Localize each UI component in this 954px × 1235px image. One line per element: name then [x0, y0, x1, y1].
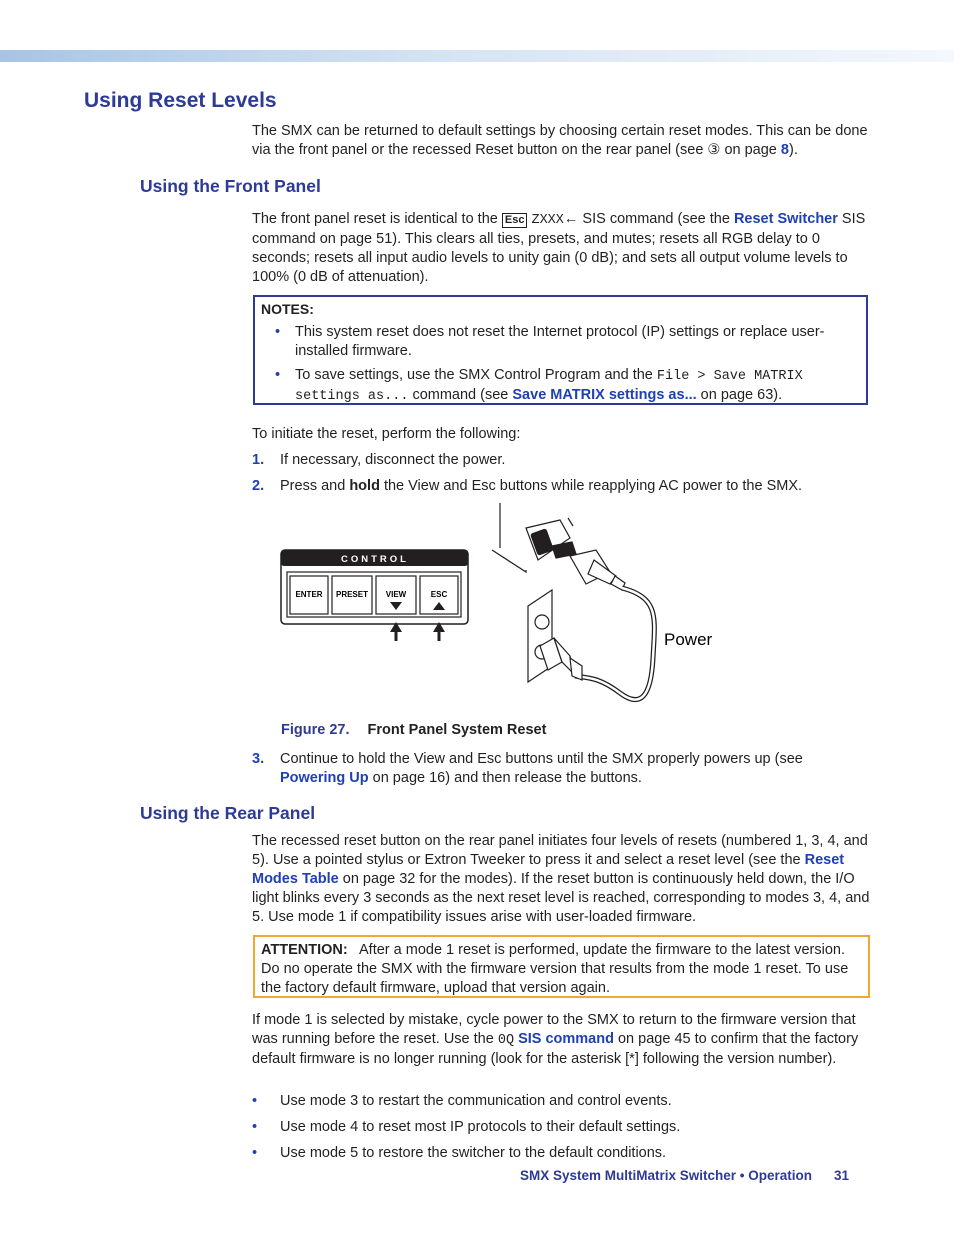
front-text-a: The front panel reset is identical to the: [252, 211, 502, 227]
step-text-a: Press and: [280, 478, 350, 494]
page-footer: [520, 1168, 849, 1183]
attention-box: [253, 935, 870, 998]
mode1-paragraph: [252, 1011, 872, 1069]
step-text: If necessary, disconnect the power.: [280, 452, 506, 468]
save-matrix-link[interactable]: Save MATRIX settings as...: [512, 387, 697, 403]
note-item: [255, 366, 855, 406]
menu-command: File > Save MATRIX settings as...: [295, 369, 803, 404]
rear-panel-heading: Using the Rear Panel: [140, 803, 316, 823]
page-link[interactable]: 8: [780, 142, 789, 158]
power-label: Power: [664, 630, 713, 649]
step-text: [280, 477, 872, 496]
mode1-text-a: If mode 1 is selected by mistake, cycle power to the SMX to return to the firmware version that was running before the reset. Use the: [252, 1012, 856, 1047]
notes-list: [255, 323, 855, 411]
press-arrow-icon: [390, 622, 402, 641]
plug-icon: [552, 542, 625, 590]
sis-command-link[interactable]: SIS command: [518, 1031, 614, 1047]
reset-modes-link[interactable]: Reset Modes Table: [252, 852, 845, 887]
bullet-icon: •: [252, 1093, 258, 1109]
list-item-text: Use mode 3 to restart the communication and control events.: [280, 1093, 672, 1109]
wall-plug-icon: [540, 638, 582, 680]
list-item: [252, 1144, 666, 1163]
step-number: 2.: [252, 478, 265, 494]
header-bar: [0, 50, 954, 62]
front-panel-paragraph: [252, 210, 872, 287]
bullet-icon: •: [252, 1145, 258, 1161]
list-item: [252, 1092, 672, 1111]
step-text-b: on page 16) and then release the buttons.: [368, 770, 642, 786]
press-arrow-icon: [433, 622, 445, 641]
powering-up-link[interactable]: Powering Up: [280, 770, 369, 786]
esc-key-icon: Esc: [502, 213, 528, 228]
list-item: [252, 1118, 680, 1137]
figure-title: Front Panel System Reset: [367, 722, 547, 738]
attention-body: After a mode 1 reset is performed, update the firmware to the latest version. Do no operate the SMX with the firmware version that results from the mode 1 reset. To use the factory default firmware, upload that version again.: [261, 942, 849, 996]
return-arrow-icon: ←: [563, 211, 579, 227]
notes-title: NOTES:: [261, 301, 314, 317]
intro-text-b: on page: [720, 142, 781, 158]
step-text-b: the View and Esc buttons while reapplying AC power to the SMX.: [379, 478, 803, 494]
figure-number: Figure 27.: [281, 722, 350, 738]
front-panel-reset-figure: [270, 498, 730, 713]
front-text-c: SIS command on page 51). This clears all ties, presets, and mutes; resets all RGB delay to 0 seconds; resets all input audio levels to unity gain (0 dB); and sets all output volume levels to 100% (0 dB of attenuation).: [252, 211, 866, 285]
attention-label: ATTENTION:: [261, 942, 348, 958]
step-item: [252, 451, 872, 470]
esc-label: ESC: [430, 590, 448, 599]
bullet-icon: •: [252, 1119, 258, 1135]
bullet-icon: •: [275, 324, 281, 340]
intro-text-a: The SMX can be returned to default settings by choosing certain reset modes. This can be done via the front panel or the recessed Reset button on the rear panel (see: [252, 123, 868, 158]
step-text: [280, 750, 872, 788]
control-panel: [281, 550, 468, 641]
mode1-text-b: on page 45 to confirm that the factory default firmware is no longer running (look for the asterisk [*] following the version number).: [252, 1031, 859, 1067]
page-number: 31: [834, 1168, 850, 1183]
note-text: This system reset does not reset the Internet protocol (IP) settings or replace user-installed firmware.: [295, 324, 825, 359]
rear-text-a: The recessed reset button on the rear panel initiates four levels of resets (numbered 1, 3, 4, and 5). Use a pointed stylus or Extron Tweeker to press it and select a reset level (see the: [252, 833, 868, 868]
query-command: 0Q: [497, 1033, 515, 1048]
note-item: [255, 323, 855, 361]
figure-caption: [281, 722, 546, 738]
enter-label: ENTER: [295, 590, 323, 599]
bullet-icon: •: [275, 367, 281, 383]
callout-number: ③: [707, 142, 721, 158]
view-label: VIEW: [385, 590, 407, 599]
front-panel-heading: Using the Front Panel: [140, 176, 321, 196]
page-title: Using Reset Levels: [84, 89, 277, 112]
list-item-text: Use mode 4 to reset most IP protocols to their default settings.: [280, 1119, 681, 1135]
rear-panel-paragraph: [252, 832, 872, 927]
reset-switcher-link[interactable]: Reset Switcher: [733, 211, 838, 227]
note-text-b: command (see: [408, 387, 513, 403]
note-text-c: on page 63).: [696, 387, 783, 403]
step-bold: hold: [349, 478, 380, 494]
intro-text-c: ).: [788, 142, 798, 158]
step-item: [252, 477, 872, 496]
steps-intro: To initiate the reset, perform the following:: [252, 426, 521, 442]
front-text-b: SIS command (see the: [578, 211, 734, 227]
sis-command: ZXXX: [531, 213, 564, 228]
step-number: 3.: [252, 751, 265, 767]
power-cord: [575, 588, 654, 700]
power-inlet-icon: [492, 503, 573, 572]
note-text-a: To save settings, use the SMX Control Program and the: [295, 367, 657, 383]
list-item-text: Use mode 5 to restore the switcher to the default conditions.: [280, 1145, 667, 1161]
rear-text-b: on page 32 for the modes). If the reset button is continuously held down, the I/O light blinks every 3 seconds as the next reset level is reached, corresponding to modes 3, 4, and 5. Use mode 1 if compatibility issues arise with user-loaded firmware.: [252, 871, 870, 925]
step-item: [252, 750, 872, 788]
step-number: 1.: [252, 452, 265, 468]
attention-text: [261, 941, 861, 998]
step-text-a: Continue to hold the View and Esc buttons until the SMX properly powers up (see: [280, 751, 803, 767]
notes-box: [253, 295, 868, 405]
preset-label: PRESET: [335, 590, 369, 599]
intro-paragraph: [252, 122, 872, 160]
footer-title: SMX System MultiMatrix Switcher • Operation: [520, 1168, 813, 1183]
panel-label: CONTROL: [341, 554, 409, 565]
